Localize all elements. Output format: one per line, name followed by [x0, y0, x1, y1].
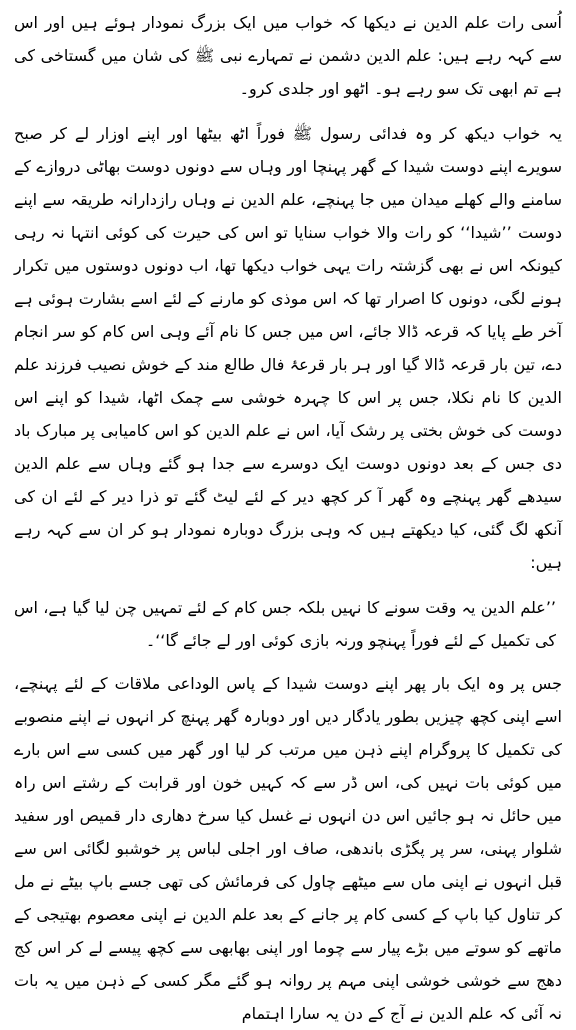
paragraph-friend-shida: یہ خواب دیکھ کر وہ فدائی رسول ﷺ فوراً اٹھ بیٹھا اور اپنے اوزار لے کر صبح سویرے اپنے دوست شیدا کے گھر پہنچا اور وہاں سے دونوں دوست بھاٹی دروازے کے سامنے والے کھلے میدان میں جا پہنچے، علم الدین نے وہاں رازدارانہ طریقہ سے اپنے دوست ’’شیدا‘‘ کو رات والا خواب سنایا تو اس کی حیرت کی کوئی انتہا نہ رہی کیونکہ اس نے بھی گزشتہ رات یہی خواب دیکھا تھا، اب دونوں دوستوں میں تکرار ہونے لگی، دونوں کا اصرار تھا کہ اس موذی کو مارنے کے لئے اسے بشارت ہوئی ہے آخر طے پایا کہ قرعہ ڈالا جائے، اس میں جس کا نام آئے وہی اس کام کو سر انجام دے، تین بار قرعہ ڈالا گیا اور ہر بار قرعۂ فال طالع مند کے خوش نصیب فرزند علم الدین کا نام نکلا، جس پر اس کا چہرہ خوشی سے چمک اٹھا، شیدا کو اپنے اس دوست کی خوش بختی پر رشک آیا، اس نے علم الدین کو اس کامیابی پر مبارک باد دی جس کے بعد دونوں دوست ایک دوسرے سے جدا ہو گئے وہاں سے علم الدین سیدھے گھر پہنچے وہ گھر آ کر کچھ دیر کے لئے لیٹ گئے تو ذرا دیر کے لئے ان کی آنکھ لگ گئی، کیا دیکھتے ہیں کہ وہی بزرگ دوبارہ نمودار ہو کر ان سے کہہ رہے ہیں: [14, 124, 562, 572]
paragraph-dream-first: اُسی رات علم الدین نے دیکھا کہ خواب میں ایک بزرگ نمودار ہوئے ہیں اور اس سے کہہ رہے ہیں: علم الدین دشمن نے تمہارے نبی ﷺ کی شان میں گستاخی کی ہے تم ابھی تک سو رہے ہو۔ اٹھو اور جلدی کرو۔ [14, 13, 562, 98]
document-page [14, 6, 562, 1023]
paragraph-preparation: جس پر وہ ایک بار پھر اپنے دوست شیدا کے پاس الوداعی ملاقات کے لئے پہنچے، اسے اپنی کچھ چیزیں بطور یادگار دیں اور دوبارہ گھر پہنچ کر انہوں نے اپنے منصوبے کی تکمیل کا پروگرام اپنے ذہن میں مرتب کر لیا اور گھر میں کسی سے اس بارے میں کوئی بات نہیں کی، اس ڈر سے کہ کہیں خون اور قرابت کے رشتے اس راہ میں حائل نہ ہو جائیں اس دن انہوں نے غسل کیا سرخ دھاری دار قمیص اور سفید شلوار پہنی، سر پر پگڑی باندھی، صاف اور اجلی لباس پر خوشبو لگائی اس سے قبل انہوں نے اپنی ماں سے میٹھے چاول کی فرمائش کی تھی جسے باپ بیٹے نے مل کر تناول کیا باپ کے کسی کام پر جانے کے بعد علم الدین نے اپنی معصوم بھتیجی کے ماتھے کو سوتے میں بڑے پیار سے چوما اور اپنی بھابھی سے کچھ پیسے لے کر اس کج دھج سے خوشی خوشی اپنی مہم پر روانہ ہو گئے مگر کسی کے ذہن میں یہ بات نہ آئی کہ علم الدین نے آج کے دن یہ سارا اہتمام [14, 674, 562, 1023]
paragraph-quote: ’’علم الدین یہ وقت سونے کا نہیں بلکہ جس کام کے لئے تمہیں چن لیا گیا ہے، اس کی تکمیل کے لئے فوراً پہنچو ورنہ بازی کوئی اور لے جائے گا‘‘۔ [14, 598, 556, 650]
